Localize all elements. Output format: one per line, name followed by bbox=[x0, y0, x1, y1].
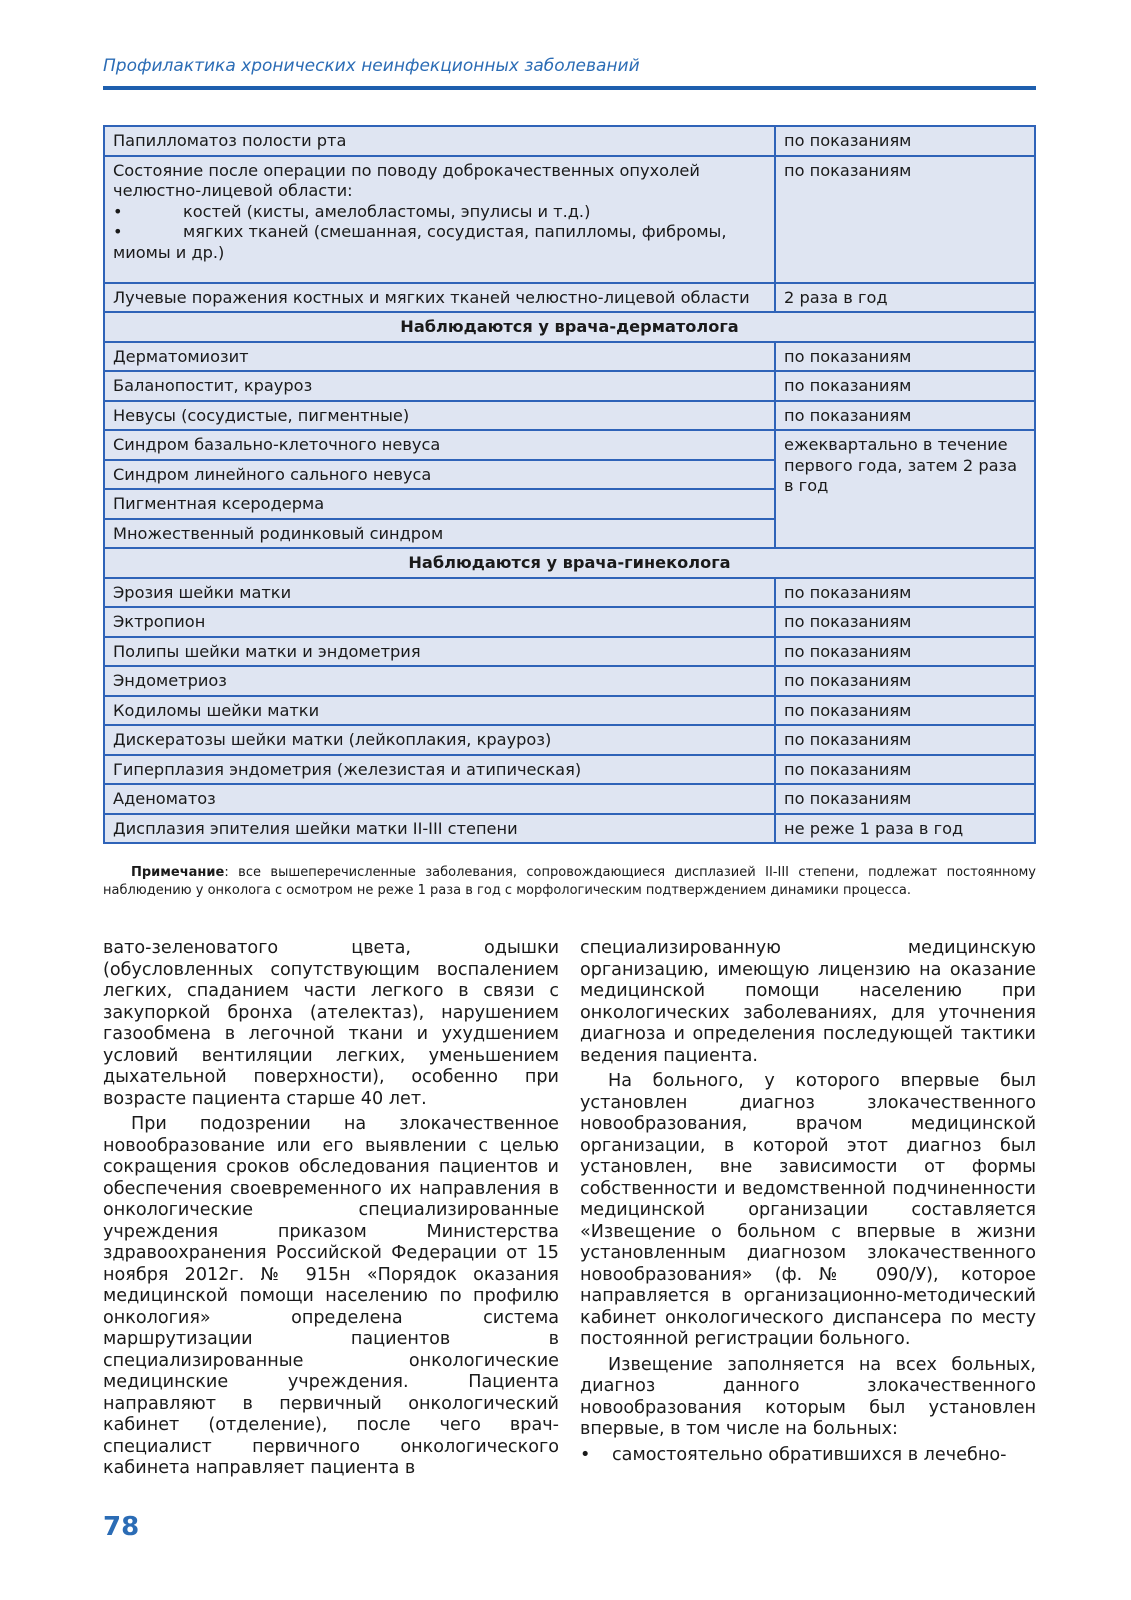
disease-cell: Синдром базально-клеточного невуса bbox=[104, 430, 775, 460]
disease-cell: Эрозия шейки матки bbox=[104, 578, 775, 608]
frequency-cell: по показаниям bbox=[775, 342, 1035, 372]
table-row bbox=[104, 156, 1035, 283]
frequency-cell: по показаниям bbox=[775, 578, 1035, 608]
disease-cell: Баланопостит, крауроз bbox=[104, 371, 775, 401]
table-row bbox=[104, 696, 1035, 726]
frequency-cell: по показаниям bbox=[775, 784, 1035, 814]
disease-cell bbox=[104, 156, 775, 283]
disease-cell: Полипы шейки матки и эндометрия bbox=[104, 637, 775, 667]
section-header-row bbox=[104, 548, 1035, 578]
table-row bbox=[104, 814, 1035, 844]
disease-cell: Аденоматоз bbox=[104, 784, 775, 814]
list-item bbox=[113, 222, 766, 263]
disease-cell: Синдром линейного сального невуса bbox=[104, 460, 775, 490]
disease-cell: Папилломатоз полости рта bbox=[104, 126, 775, 156]
frequency-cell: по показаниям bbox=[775, 401, 1035, 431]
frequency-cell: по показаниям bbox=[775, 725, 1035, 755]
disease-cell: Дискератозы шейки матки (лейкоплакия, крауроз) bbox=[104, 725, 775, 755]
bullet-icon: • bbox=[580, 1444, 591, 1465]
list-item-text: самостоятельно обратившихся в лечебно- bbox=[612, 1444, 1007, 1465]
list-item bbox=[113, 202, 766, 223]
frequency-cell: по показаниям bbox=[775, 637, 1035, 667]
paragraph: специализированную медицинскую организацию, имеющую лицензию на оказание медицинской помощи населению при онкологических заболеваниях, для уточнения диагноза и определения последующей тактики ведения пациента. bbox=[580, 938, 1036, 1066]
disease-cell: Эндометриоз bbox=[104, 666, 775, 696]
table-row bbox=[104, 755, 1035, 785]
table-row bbox=[104, 126, 1035, 156]
disease-cell: Множественный родинковый синдром bbox=[104, 519, 775, 549]
table-row bbox=[104, 637, 1035, 667]
header-rule bbox=[103, 86, 1036, 90]
section-header-row bbox=[104, 312, 1035, 342]
right-column bbox=[580, 938, 1036, 1466]
frequency-cell: по показаниям bbox=[775, 755, 1035, 785]
section-header-dermatologist: Наблюдаются у врача-дерматолога bbox=[104, 312, 1035, 342]
frequency-cell: по показаниям bbox=[775, 696, 1035, 726]
table-row bbox=[104, 578, 1035, 608]
list-item-text: мягких тканей (смешанная, сосудистая, папилломы, фибромы, миомы и др.) bbox=[113, 222, 727, 262]
postop-intro: Состояние после операции по поводу доброкачественных опухолей челюстно-лицевой области: bbox=[113, 160, 700, 200]
list-item bbox=[580, 1445, 1036, 1467]
table-row bbox=[104, 342, 1035, 372]
frequency-cell: по показаниям bbox=[775, 371, 1035, 401]
paragraph: Извещение заполняется на всех больных, диагноз данного злокачественного новообразования которым был установлен впервые, в том числе на больных: bbox=[580, 1354, 1036, 1439]
disease-cell: Дисплазия эпителия шейки матки II-III степени bbox=[104, 814, 775, 844]
table-row bbox=[104, 784, 1035, 814]
disease-cell: Дерматомиозит bbox=[104, 342, 775, 372]
frequency-cell: по показаниям bbox=[775, 607, 1035, 637]
note-text: : все вышеперечисленные заболевания, сопровождающиеся дисплазией II-III степени, подлежат постоянному наблюдению у онколога с осмотром не реже 1 раза в год с морфологическим подтверждением динамики процесса. bbox=[103, 865, 1036, 898]
section-header-gynecologist: Наблюдаются у врача-гинеколога bbox=[104, 548, 1035, 578]
disease-cell: Лучевые поражения костных и мягких тканей челюстно-лицевой области bbox=[104, 283, 775, 313]
disease-cell: Пигментная ксеродерма bbox=[104, 489, 775, 519]
bullet-icon: • bbox=[113, 201, 123, 221]
paragraph: вато-зеленоватого цвета, одышки (обусловленных сопутствующим воспалением легких, спаданием части легкого в связи с закупоркой бронха (ателектаз), нарушением газообмена в легочной ткани и ухудшением условий вентиляции легких, уменьшением дыхательной поверхности), особенно при возрасте пациента старше 40 лет. bbox=[103, 938, 559, 1109]
disease-cell: Эктропион bbox=[104, 607, 775, 637]
running-title: Профилактика хронических неинфекционных заболеваний bbox=[103, 56, 640, 76]
table-row bbox=[104, 371, 1035, 401]
table-row bbox=[104, 725, 1035, 755]
table-row bbox=[104, 666, 1035, 696]
note-label: Примечание bbox=[131, 865, 225, 880]
disease-cell: Кодиломы шейки матки bbox=[104, 696, 775, 726]
page-number: 78 bbox=[103, 1512, 140, 1542]
table-row bbox=[104, 283, 1035, 313]
table-row bbox=[104, 607, 1035, 637]
frequency-cell: не реже 1 раза в год bbox=[775, 814, 1035, 844]
disease-cell: Невусы (сосудистые, пигментные) bbox=[104, 401, 775, 431]
disease-cell: Гиперплазия эндометрия (железистая и атипическая) bbox=[104, 755, 775, 785]
table-row bbox=[104, 401, 1035, 431]
paragraph: При подозрении на злокачественное новообразование или его выявлении с целью сокращения сроков обследования пациентов и обеспечения своевременного их направления в онкологические специализированные учреждения приказом Министерства здравоохранения Российской Федерации от 15 ноября 2012г. № 915н «Порядок оказания медицинской помощи населению по профилю онкология» определена система маршрутизации пациентов в специализированные онкологические медицинские учреждения. Пациента направляют в первичный онкологический кабинет (отделение), после чего врач-специалист первичного онкологического кабинета направляет пациента в bbox=[103, 1114, 559, 1478]
frequency-cell: по показаниям bbox=[775, 126, 1035, 156]
frequency-cell: ежеквартально в течение первого года, затем 2 раза в год bbox=[775, 430, 1035, 548]
table-row bbox=[104, 430, 1035, 460]
paragraph: На больного, у которого впервые был установлен диагноз злокачественного новообразования, врачом медицинской организации, в которой этот диагноз был установлен, вне зависимости от формы собственности и ведомственной подчиненности медицинской организации составляется «Извещение о больном с впервые в жизни установленным диагнозом злокачественного новообразования» (ф.№ 090/У), которое направляется в организационно-методический кабинет онкологического диспансера по месту постоянной регистрации больного. bbox=[580, 1071, 1036, 1349]
left-column bbox=[103, 938, 559, 1484]
frequency-cell: по показаниям bbox=[775, 666, 1035, 696]
frequency-cell: 2 раза в год bbox=[775, 283, 1035, 313]
list-item-text: костей (кисты, амелобластомы, эпулисы и т.д.) bbox=[183, 201, 591, 221]
table-note bbox=[103, 864, 1036, 900]
observation-table bbox=[103, 125, 1036, 844]
frequency-cell: по показаниям bbox=[775, 156, 1035, 283]
bullet-icon: • bbox=[113, 222, 123, 241]
